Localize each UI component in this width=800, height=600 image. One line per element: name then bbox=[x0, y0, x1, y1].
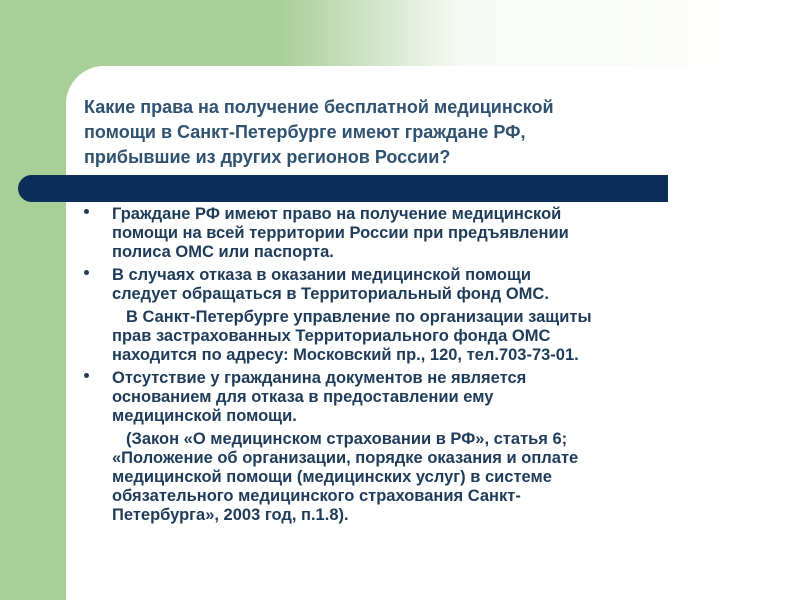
bullet-text: Граждане РФ имеют право на получение медицинской помощи на всей территории России при предъявлении полиса ОМС или паспорта. bbox=[112, 205, 569, 261]
bullet-text: Отсутствие у гражданина документов не является основанием для отказа в предоставлении ему медицинской помощи. bbox=[112, 369, 527, 425]
bullet-dot-icon bbox=[84, 270, 89, 275]
slide-title: Какие права на получение бесплатной медицинской помощи в Санкт-Петербурге имеют граждане РФ, прибывшие из других регионов России? bbox=[84, 97, 554, 167]
bullet-dot-icon bbox=[84, 373, 89, 378]
slide-body bbox=[80, 205, 760, 529]
law-reference-paragraph: (Закон «О медицинском страховании в РФ», статья 6; «Положение об организации, порядке оказания и оплате медицинской помощи (медицинских услуг) в системе обязательного медицинского страхования Санкт- Петербурга», 2003 год, п.1.8). bbox=[112, 430, 579, 524]
bullet-text: В случаях отказа в оказании медицинской помощи следует обращаться в Территориальный фонд ОМС. bbox=[112, 266, 549, 303]
bullet-item bbox=[80, 266, 760, 304]
top-background-fade bbox=[280, 0, 800, 70]
bullet-item bbox=[80, 205, 760, 262]
title-divider-bar bbox=[18, 175, 668, 202]
bullet-dot-icon bbox=[84, 209, 89, 214]
bullet-item bbox=[80, 369, 760, 426]
spb-address-paragraph: В Санкт-Петербурге управление по организации защиты прав застрахованных Территориального фонда ОМС находится по адресу: Московский пр., 120, тел.703-73-01. bbox=[112, 308, 592, 364]
